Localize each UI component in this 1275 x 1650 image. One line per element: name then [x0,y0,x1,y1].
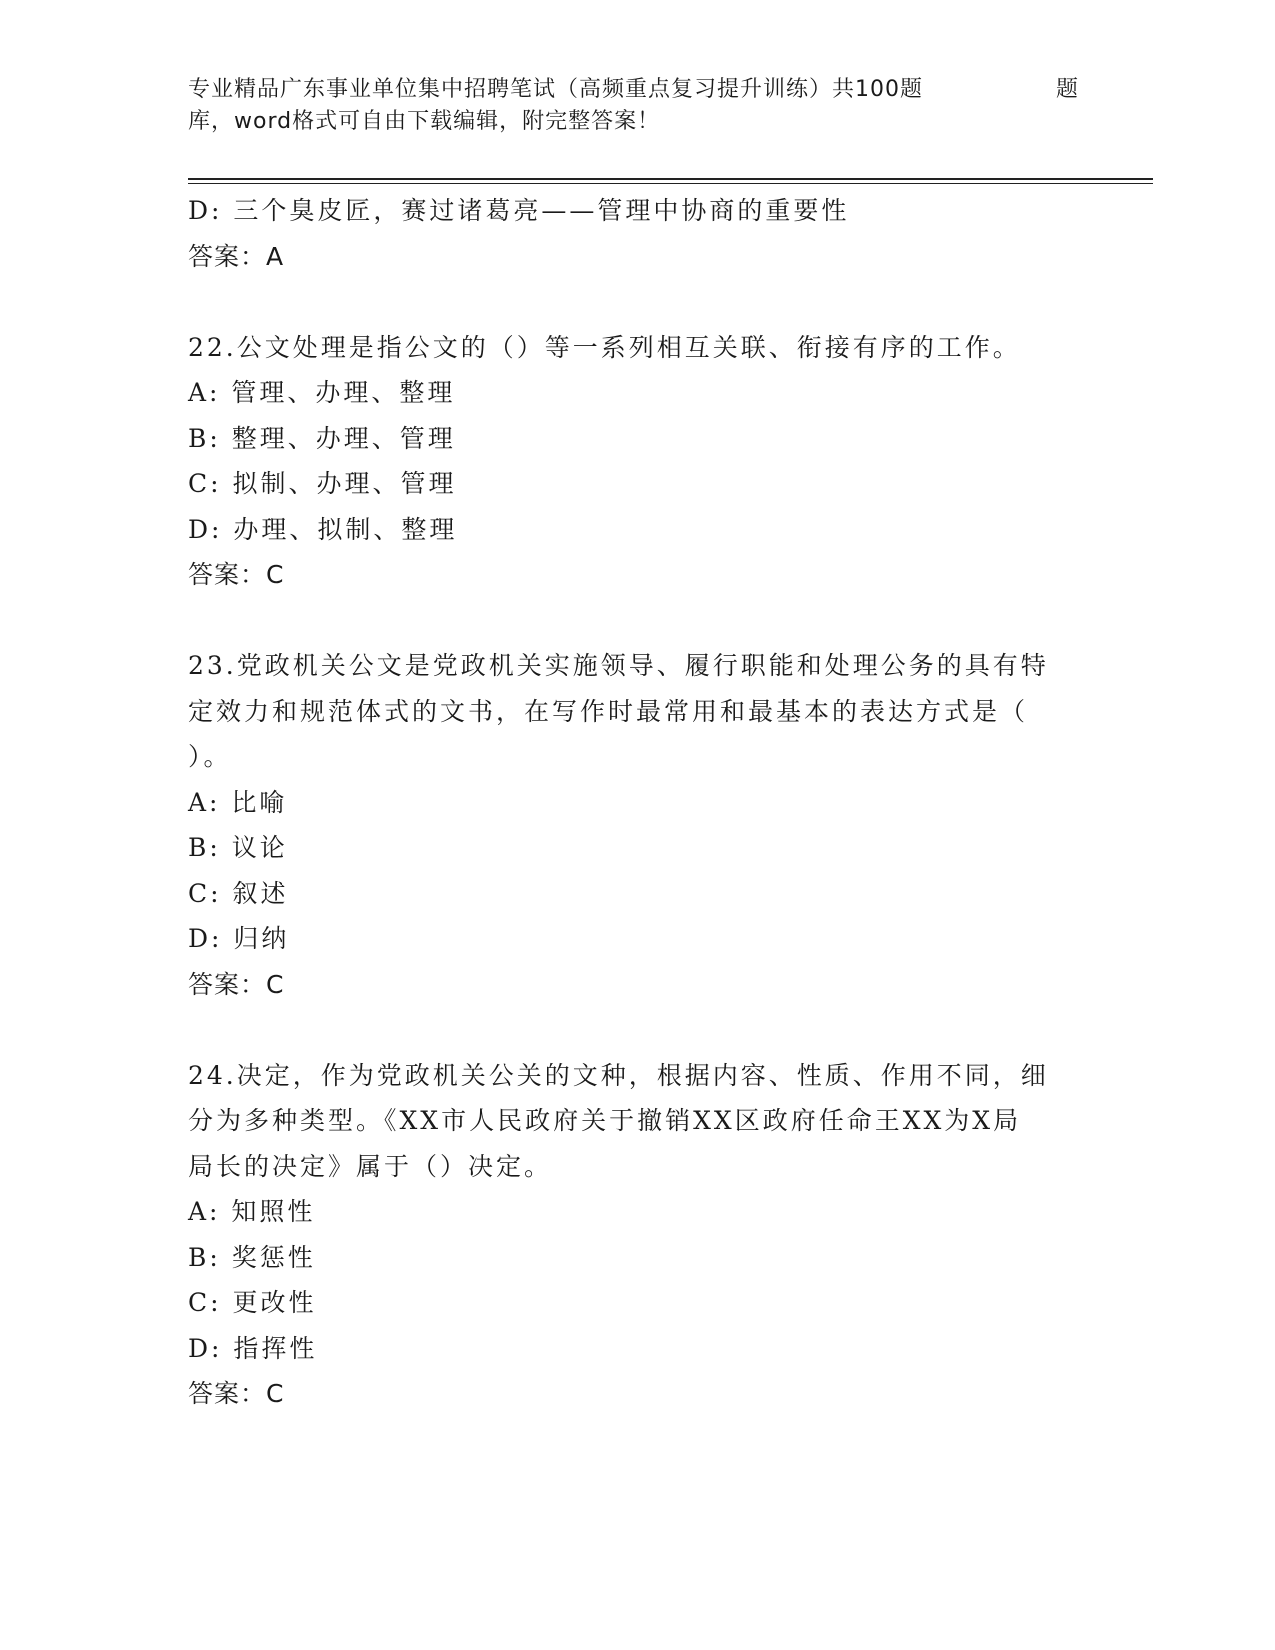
header-title: 专业精品广东事业单位集中招聘笔试（高频重点复习提升训练）共100题 [188,77,923,102]
spacer [188,1007,1088,1053]
option-c: C: 更改性 [188,1288,317,1317]
question-block-24 [188,1053,1088,1417]
option-c: C: 拟制、办理、管理 [188,469,457,498]
header-line-1 [188,74,1088,106]
spacer [188,598,1088,644]
question-stem: 22.公文处理是指公文的（）等一系列相互关联、衔接有序的工作。 [188,332,1021,362]
header-line-2: 库，word格式可自由下载编辑，附完整答案！ [188,109,661,134]
header-rule-thin [188,183,1153,184]
option-d: D: 三个臭皮匠，赛过诸葛亮——管理中协商的重要性 [188,196,850,225]
question-stem: 分为多种类型。《XX市人民政府关于撤销XX区政府任命王XX为X局 [188,1106,1022,1135]
question-stem: 局长的决定》属于（）决定。 [188,1151,553,1181]
answer-line: 答案：C [188,560,285,589]
option-d: D: 归纳 [188,924,290,953]
question-block-21 [188,188,1088,279]
page-header [188,74,1088,138]
option-b: B: 议论 [188,833,288,862]
question-stem: 定效力和规范体式的文书，在写作时最常用和最基本的表达方式是（ [188,696,1029,726]
question-stem: 24.决定，作为党政机关公关的文种，根据内容、性质、作用不同，细 [188,1060,1049,1090]
option-d: D: 办理、拟制、整理 [188,514,458,544]
option-d: D: 指挥性 [188,1333,318,1363]
option-b: B: 奖惩性 [188,1242,316,1272]
option-a: A: 管理、办理、整理 [188,378,456,407]
question-stem: ）。 [188,742,232,771]
question-list [188,188,1088,1417]
option-b: B: 整理、办理、管理 [188,423,456,453]
answer-line: 答案：C [188,1379,285,1408]
option-c: C: 叙述 [188,878,289,908]
spacer [188,279,1088,325]
option-a: A: 知照性 [188,1197,316,1226]
header-title-tail: 题 [1056,77,1080,102]
answer-line: 答案：C [188,969,285,999]
header-rule-thick [188,178,1153,180]
question-stem: 23.党政机关公文是党政机关实施领导、履行职能和处理公务的具有特 [188,651,1049,680]
option-a: A: 比喻 [188,787,288,817]
question-block-22 [188,325,1088,598]
question-block-23 [188,643,1088,1007]
answer-line: 答案：A [188,241,285,271]
